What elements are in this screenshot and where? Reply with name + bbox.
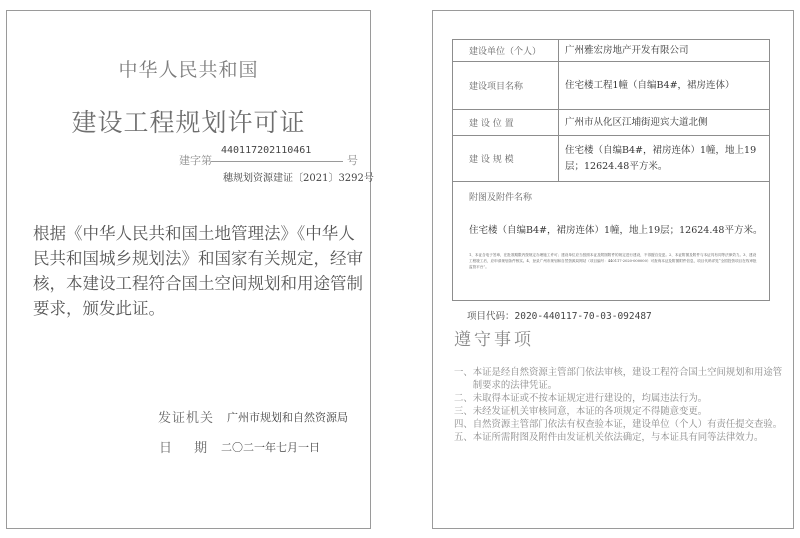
certificate-detail-page (432, 10, 794, 529)
row-value: 广州市从化区江埔街迎宾大道北侧 (565, 116, 708, 128)
project-info-table (452, 39, 770, 301)
note-number: 一、 (454, 367, 473, 378)
issuer-label: 发证机关 (158, 411, 215, 426)
notes-title: 遵守事项 (454, 330, 534, 350)
cert-number: 440117202110461 (221, 145, 312, 156)
row-label: 建设项目名称 (453, 62, 559, 109)
row-value: 广州雅宏房地产开发有限公司 (565, 44, 689, 56)
note-text: 本证是经自然资源主管部门依法审核，建设工程符合国土空间规划和用途管制要求的法律凭证。 (472, 367, 783, 391)
list-item (454, 418, 784, 431)
cert-number-prefix: 建字第 (179, 154, 212, 167)
note-text: 本证所需附图及附件由发证机关依法确定，与本证具有同等法律效力。 (472, 432, 764, 443)
row-value: 住宅楼工程1幢（自编B4#，裙房连体） (565, 79, 735, 91)
cert-number-underline (211, 161, 343, 162)
issue-date: 二〇二一年七月一日 (221, 441, 320, 454)
row-label: 建 设 规 模 (453, 136, 559, 181)
attachment-text: 住宅楼（自编B4#，裙房连体）1幢，地上19层；12624.48平方米。 (469, 225, 763, 236)
note-text: 自然资源主管部门依法有权查验本证，建设单位（个人）有责任提交查验。 (472, 419, 783, 430)
project-code: 项目代码：2020-440117-70-03-092487 (467, 311, 652, 322)
cert-reference: 穗规划资源建证〔2021〕3292号 (223, 173, 374, 184)
row-value: 住宅楼（自编B4#，裙房连体）1幢，地上19层；12624.48平方米。 (565, 144, 757, 172)
issuer-value: 广州市规划和自然资源局 (227, 411, 348, 424)
list-item (454, 431, 784, 444)
certificate-title: 建设工程规划许可证 (71, 108, 306, 137)
note-text: 未经发证机关审核同意，本证的各项规定不得随意变更。 (472, 406, 708, 417)
fine-print: 1、本证含电子签章，在批准期限内按规定办理施工许可；建设单位应当按照本证及附图附件的规定进行建设，不得擅自变更。2、本证附图及附件与本证具有同等法律效力。3、建设工程竣工后，应申请规划条件核实。4、登录广州市规划和自然资源局网站（项目编号：440117-2020-000000）可查询本证及附图附件信息，项目代码详见“全国投资项目在线审批监管平台”。 (469, 253, 757, 269)
table-row (453, 40, 769, 62)
table-row (453, 110, 769, 136)
list-item (454, 392, 784, 405)
list-item (454, 405, 784, 418)
notes-list (454, 366, 784, 444)
note-text: 未取得本证或不按本证规定进行建设的，均属违法行为。 (472, 393, 708, 404)
note-number: 二、 (454, 393, 473, 404)
certificate-body: 根据《中华人民共和国土地管理法》《中华人民共和国城乡规划法》和国家有关规定，经审核，本建设工程符合国土空间规划和用途管制要求，颁发此证。 (33, 224, 363, 318)
list-item (454, 366, 784, 392)
cert-number-suffix: 号 (347, 154, 358, 167)
date-label: 日 期 (159, 441, 208, 456)
note-number: 五、 (454, 432, 473, 443)
note-number: 三、 (454, 406, 473, 417)
certificate-front-page (6, 10, 374, 529)
country-name: 中华人民共和国 (118, 59, 259, 81)
table-row (453, 62, 769, 110)
note-number: 四、 (454, 419, 473, 430)
row-label: 建 设 位 置 (453, 110, 559, 135)
attachment-label: 附图及附件名称 (469, 193, 533, 203)
row-label: 建设单位（个人） (453, 40, 559, 61)
table-row (453, 136, 769, 182)
